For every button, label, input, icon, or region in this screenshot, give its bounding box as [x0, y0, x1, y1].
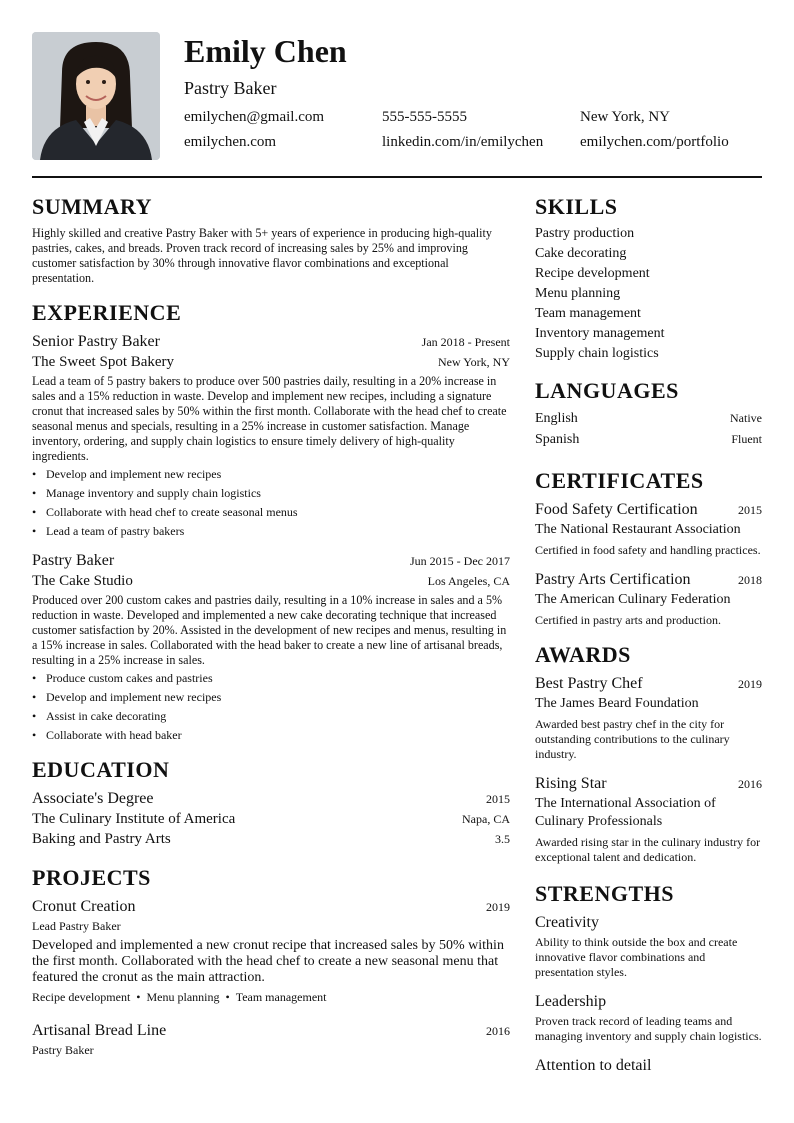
certificates-section [535, 468, 762, 628]
resume-header [32, 32, 762, 160]
award-name: Rising Star [535, 775, 607, 792]
tag-separator: • [225, 990, 230, 1004]
skills-section [535, 194, 762, 364]
education-section [32, 757, 510, 849]
language-item [535, 408, 762, 429]
strengths-section [535, 881, 762, 1076]
main-column [32, 194, 510, 1058]
contact-location: New York, NY [580, 109, 671, 125]
project-name: Cronut Creation [32, 898, 136, 915]
award-org: The International Association of Culinary Professionals [535, 796, 716, 829]
language-level: Native [730, 411, 762, 425]
language-item [535, 429, 762, 450]
contact-email[interactable]: emilychen@gmail.com [184, 109, 325, 125]
strength-desc: Proven track record of leading teams and managing inventory and supply chain logistics. [535, 1014, 762, 1043]
job-description: Lead a team of 5 pastry bakers to produce over 500 pastries daily, resulting in a 20% increase in sales and a 15% reduction in waste. Develop and implement new recipes, including a signature cronut that increased sales by 50% within the first month. Collaborate with the head chef to create seasonal menus and specials, resulting in a 25% increase in customer satisfaction. Manage inventory, ordering, and supply chain logistics to ensure timely delivery of high-quality ingredients. [32, 374, 507, 463]
award-desc: Awarded rising star in the culinary industry for exceptional talent and dedication. [535, 835, 761, 864]
candidate-title: Pastry Baker [184, 78, 277, 98]
list-item: • Develop and implement new recipes [32, 690, 510, 705]
project-tag: Menu planning [146, 990, 220, 1004]
project-tag: Recipe development [32, 990, 131, 1004]
list-item: • Produce custom cakes and pastries [32, 671, 510, 686]
certificate-desc: Certified in food safety and handling practices. [535, 543, 761, 557]
job-entry [32, 551, 510, 743]
certificate-year: 2015 [738, 503, 762, 517]
language-name: Spanish [535, 432, 580, 447]
certificate-desc: Certified in pastry arts and production. [535, 613, 721, 627]
skills-heading: SKILLS [535, 194, 618, 219]
project-year: 2016 [486, 1024, 510, 1038]
certificate-year: 2018 [738, 573, 762, 587]
profile-photo [32, 32, 160, 160]
education-location: Napa, CA [462, 812, 510, 826]
contact-portfolio[interactable]: emilychen.com/portfolio [580, 134, 729, 150]
skill-item: Supply chain logistics [535, 346, 659, 361]
strength-entry [535, 1056, 762, 1076]
job-dates: Jan 2018 - Present [421, 335, 510, 349]
skill-item: Pastry production [535, 226, 635, 241]
education-school: The Culinary Institute of America [32, 811, 236, 827]
contact-info [184, 108, 762, 151]
certificate-entry [535, 570, 762, 628]
candidate-name: Emily Chen [184, 33, 347, 69]
list-item: • Collaborate with head baker [32, 728, 510, 743]
education-degree: Associate's Degree [32, 790, 154, 807]
awards-section [535, 642, 762, 865]
experience-section [32, 300, 510, 743]
summary-text: Highly skilled and creative Pastry Baker with 5+ years of experience in producing high-quality pastries, cakes, and breads. Proven track record of increasing sales by 25% and improving customer satisfaction by 30% through innovative flavor combinations and exceptional presentation. [32, 226, 492, 285]
job-company: The Sweet Spot Bakery [32, 354, 175, 370]
languages-heading: LANGUAGES [535, 378, 679, 403]
language-name: English [535, 411, 578, 426]
contact-linkedin[interactable]: linkedin.com/in/emilychen [382, 134, 544, 150]
education-year: 2015 [486, 792, 510, 806]
award-org: The James Beard Foundation [535, 696, 699, 711]
job-dates: Jun 2015 - Dec 2017 [410, 554, 510, 568]
project-entry [32, 897, 510, 1005]
job-location: New York, NY [437, 355, 510, 369]
job-entry [32, 332, 510, 539]
project-description: Developed and implemented a new cronut recipe that increased sales by 50% within the first month. Collaborated with the head chef to create a new seasonal menu that featured the cronut as the main attraction. [32, 938, 504, 985]
contact-website[interactable]: emilychen.com [184, 134, 277, 150]
contact-phone[interactable]: 555-555-5555 [382, 109, 467, 125]
job-company: The Cake Studio [32, 573, 133, 589]
award-name: Best Pastry Chef [535, 675, 643, 692]
certificate-org: The National Restaurant Association [535, 522, 741, 537]
project-tags [32, 990, 510, 1005]
project-role: Pastry Baker [32, 1043, 94, 1057]
summary-heading: SUMMARY [32, 194, 153, 219]
awards-heading: AWARDS [535, 642, 631, 667]
strength-desc: Ability to think outside the box and create innovative flavor combinations and presentation styles. [535, 935, 738, 979]
strength-name: Leadership [535, 993, 607, 1010]
profile-photo-image [32, 32, 160, 160]
job-description: Produced over 200 custom cakes and pastries daily, resulting in a 10% increase in sales and a 5% reduction in waste. Developed and implemented a new cake decorating technique that increased customer satisfaction by 20%. Assisted in the development of new recipes and menus, resulting in a 15% increase in sales. Collaborated with the head baker to create a new line of artisanal breads, resulting in a 25% increase in sales. [32, 593, 507, 667]
tag-separator: • [136, 990, 141, 1004]
award-entry [535, 774, 762, 865]
education-heading: EDUCATION [32, 757, 170, 782]
award-desc: Awarded best pastry chef in the city for outstanding contributions to the culinary industry. [535, 717, 730, 761]
projects-heading: PROJECTS [32, 865, 151, 890]
certificate-name: Pastry Arts Certification [535, 571, 691, 588]
certificates-heading: CERTIFICATES [535, 468, 704, 493]
skill-item: Team management [535, 306, 641, 321]
project-role: Lead Pastry Baker [32, 919, 121, 933]
job-bullets [32, 467, 510, 539]
summary-section [32, 194, 510, 286]
job-title: Senior Pastry Baker [32, 333, 160, 350]
strength-name: Attention to detail [535, 1057, 652, 1074]
side-column [535, 194, 762, 1076]
certificate-name: Food Safety Certification [535, 501, 698, 518]
skill-item: Cake decorating [535, 246, 627, 261]
strength-name: Creativity [535, 914, 599, 931]
award-year: 2016 [738, 777, 762, 791]
projects-section [32, 865, 510, 1058]
certificate-org: The American Culinary Federation [535, 592, 731, 607]
skill-item: Menu planning [535, 286, 621, 301]
project-tag: Team management [235, 990, 327, 1004]
strengths-heading: STRENGTHS [535, 881, 674, 906]
list-item: • Collaborate with head chef to create seasonal menus [32, 505, 510, 520]
header-divider [32, 176, 762, 178]
award-entry [535, 674, 762, 762]
strength-entry [535, 913, 762, 980]
job-location: Los Angeles, CA [427, 574, 510, 588]
education-field: Baking and Pastry Arts [32, 831, 171, 847]
experience-heading: EXPERIENCE [32, 300, 182, 325]
award-year: 2019 [738, 677, 762, 691]
skill-item: Recipe development [535, 266, 650, 281]
job-bullets [32, 671, 510, 743]
list-item: • Develop and implement new recipes [32, 467, 510, 482]
job-title: Pastry Baker [32, 552, 115, 569]
list-item: • Assist in cake decorating [32, 709, 510, 724]
strength-entry [535, 992, 762, 1044]
project-name: Artisanal Bread Line [32, 1022, 167, 1039]
project-year: 2019 [486, 900, 510, 914]
language-level: Fluent [731, 432, 762, 446]
languages-section [535, 378, 762, 450]
education-gpa: 3.5 [495, 832, 510, 846]
project-entry [32, 1021, 510, 1058]
certificate-entry [535, 500, 762, 558]
list-item: • Manage inventory and supply chain logistics [32, 486, 510, 501]
skill-item: Inventory management [535, 326, 665, 341]
list-item: • Lead a team of pastry bakers [32, 524, 510, 539]
